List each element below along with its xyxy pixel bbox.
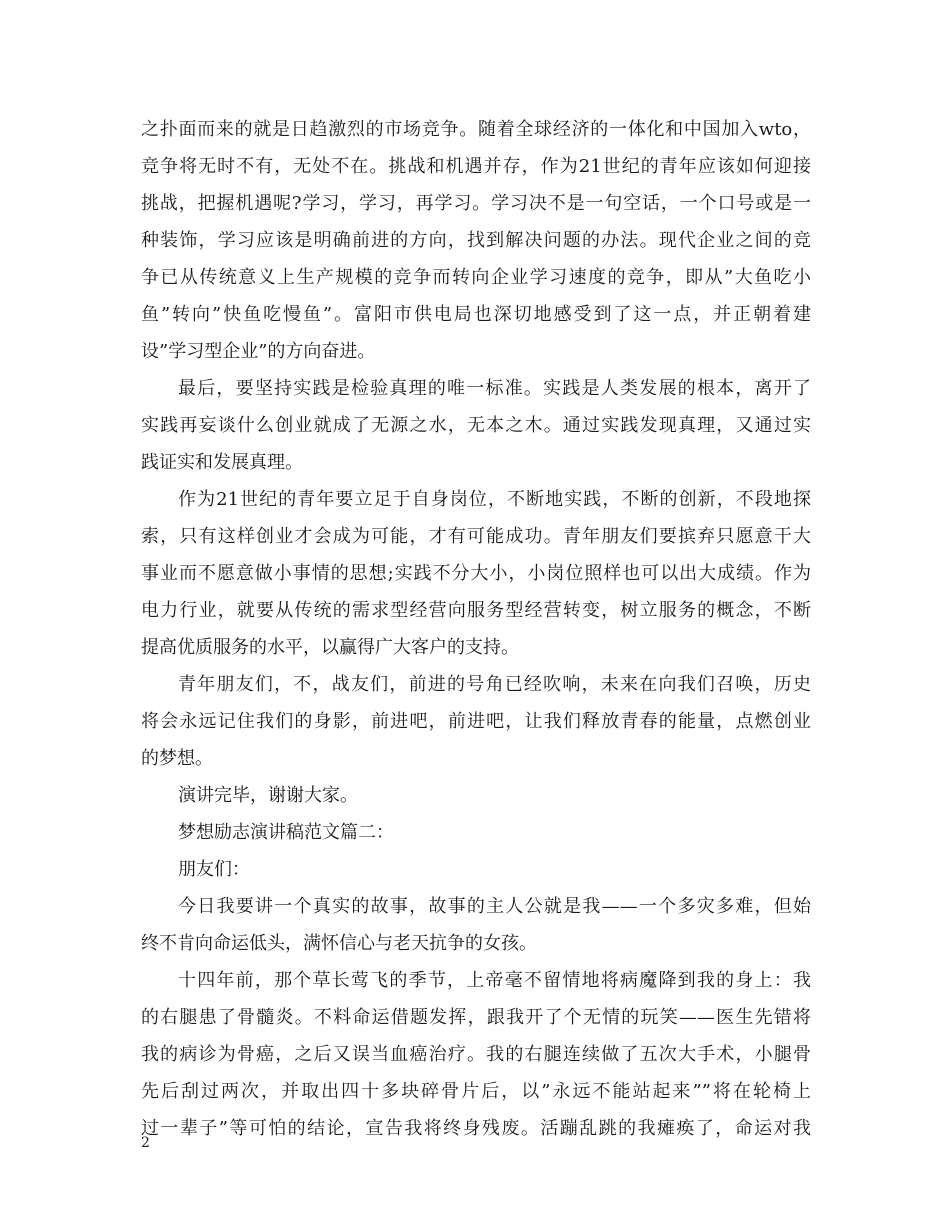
paragraph-first-line: 最后，要坚持实践是检验真理的唯一标准。实践是人类发展的根本，离开了 <box>178 378 811 399</box>
paragraph-line: 的右腿患了骨髓炎。不料命运借题发挥，跟我开了个无情的玩笑——医生先错将 <box>141 1007 811 1028</box>
paragraph-line: 先后刮过两次，并取出四十多块碎骨片后，以”永远不能站起来””将在轮椅上 <box>141 1081 811 1102</box>
paragraph-line: 践证实和发展真理。 <box>141 452 303 473</box>
paragraph-line: 终不肯向命运低头，满怀信心与老天抗争的女孩。 <box>141 933 537 954</box>
body-text <box>141 111 811 1147</box>
paragraph-line: 挑战，把握机遇呢?学习，学习，再学习。学习决不是一句空话，一个口号或是一 <box>141 193 811 214</box>
paragraph-first-line: 作为21世纪的青年要立足于自身岗位，不断地实践，不断的创新，不段地探 <box>178 489 811 510</box>
paragraph-line: 竞争将无时不有，无处不在。挑战和机遇并存，作为21世纪的青年应该如何迎接 <box>141 156 811 177</box>
paragraph-line: 提高优质服务的水平，以赢得广大客户的支持。 <box>141 637 519 658</box>
paragraph-first-line: 朋友们： <box>178 859 250 880</box>
paragraph-line: 电力行业，就要从传统的需求型经营向服务型经营转变，树立服务的概念，不断 <box>141 600 811 621</box>
paragraph-line: 将会永远记住我们的身影，前进吧，前进吧，让我们释放青春的能量，点燃创业 <box>141 711 811 732</box>
paragraph-first-line: 青年朋友们，不，战友们，前进的号角已经吹响，未来在向我们召唤，历史 <box>178 674 811 695</box>
paragraph-line: 过一辈子”等可怕的结论，宣告我将终身残废。活蹦乱跳的我瘫痪了，命运对我 <box>141 1118 811 1139</box>
paragraph-line: 鱼”转向”快鱼吃慢鱼”。富阳市供电局也深切地感受到了这一点，并正朝着建 <box>141 304 811 325</box>
paragraph-first-line: 演讲完毕，谢谢大家。 <box>178 785 358 806</box>
paragraph-line: 事业而不愿意做小事情的思想;实践不分大小，小岗位照样也可以出大成绩。作为 <box>141 563 811 584</box>
paragraph-first-line: 梦想励志演讲稿范文篇二： <box>178 822 394 843</box>
paragraph-first-line: 十四年前，那个草长莺飞的季节，上帝毫不留情地将病魔降到我的身上：我 <box>178 970 811 991</box>
paragraph-line: 设”学习型企业”的方向奋进。 <box>141 341 376 362</box>
paragraph-first-line: 今日我要讲一个真实的故事，故事的主人公就是我——一个多灾多难，但始 <box>178 896 811 917</box>
paragraph-line: 我的病诊为骨癌，之后又误当血癌治疗。我的右腿连续做了五次大手术，小腿骨 <box>141 1044 811 1065</box>
paragraph-line: 实践再妄谈什么创业就成了无源之水，无本之木。通过实践发现真理，又通过实 <box>141 415 811 436</box>
paragraph-line: 争已从传统意义上生产规模的竞争而转向企业学习速度的竞争，即从”大鱼吃小 <box>141 267 811 288</box>
paragraph-line: 的梦想。 <box>141 748 213 769</box>
paragraph-line: 之扑面而来的就是日趋激烈的市场竞争。随着全球经济的一体化和中国加入wto， <box>141 119 811 140</box>
page-number: 2 <box>141 1135 150 1151</box>
paragraph-line: 索，只有这样创业才会成为可能，才有可能成功。青年朋友们要摈弃只愿意干大 <box>141 526 811 547</box>
paragraph-line: 种装饰，学习应该是明确前进的方向，找到解决问题的办法。现代企业之间的竞 <box>141 230 811 251</box>
